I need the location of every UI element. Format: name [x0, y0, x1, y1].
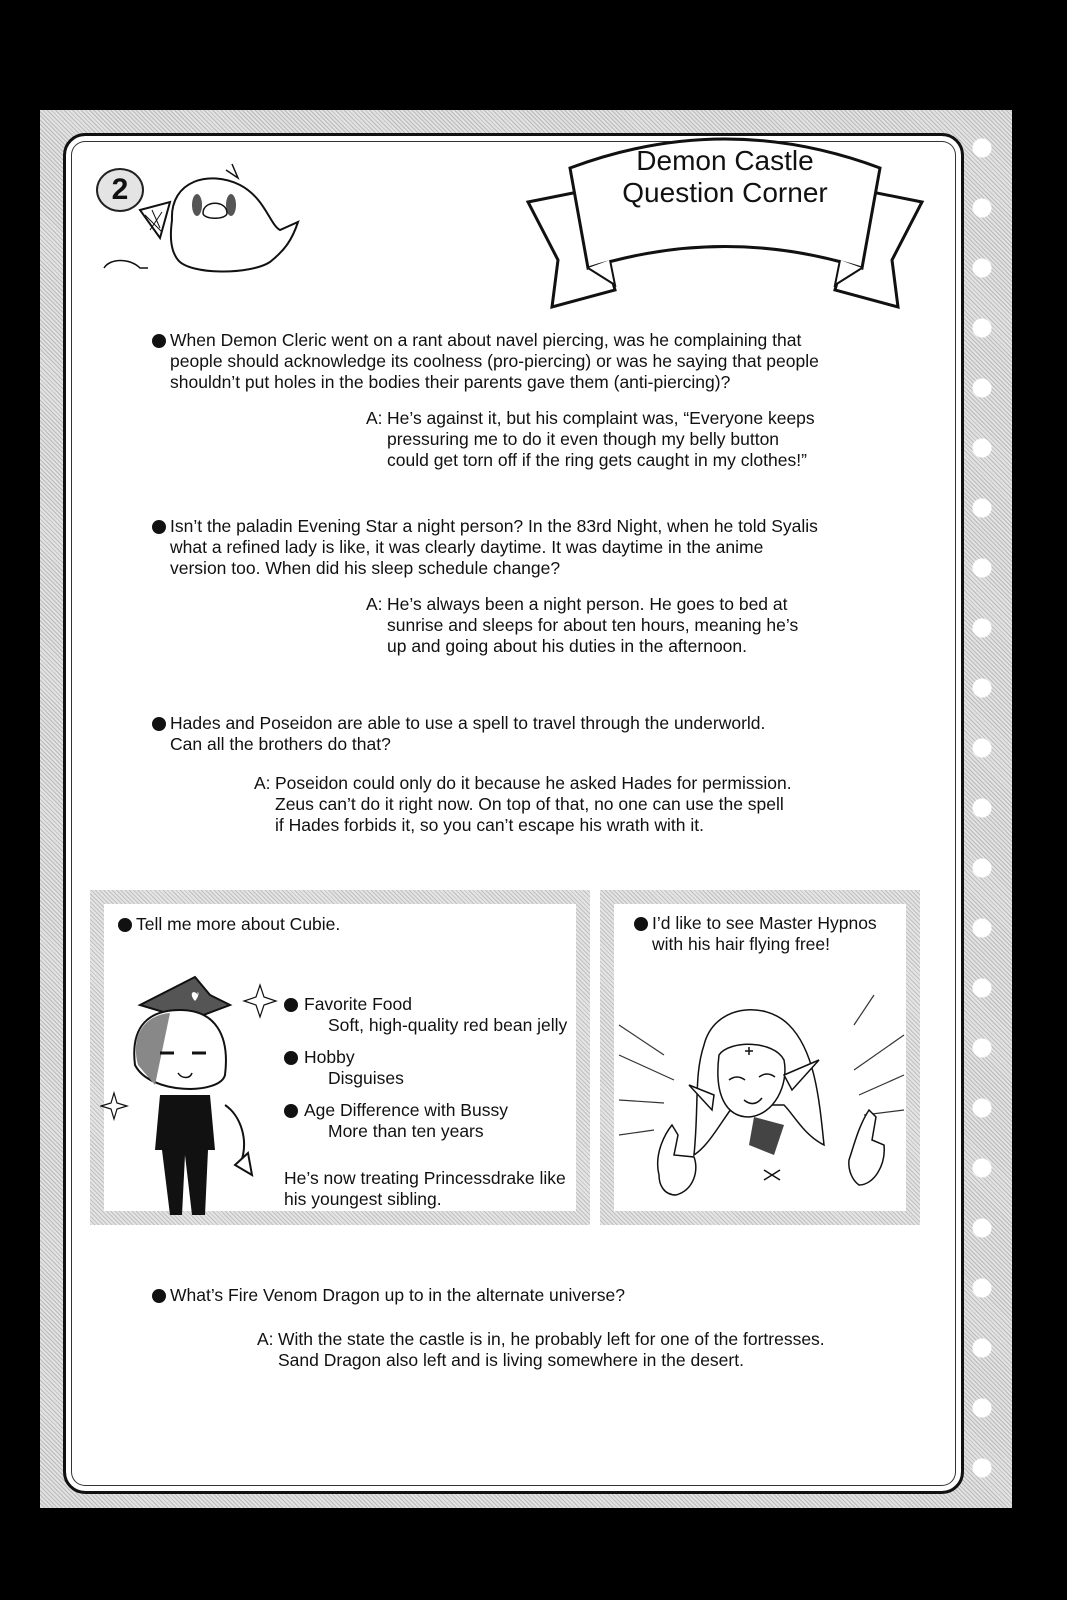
profile-item-age-difference: Age Difference with Bussy More than ten years [284, 1100, 567, 1142]
profile-item-favorite-food: Favorite Food Soft, high-quality red bean jelly [284, 994, 567, 1036]
page-title: Demon Castle Question Corner [622, 145, 828, 208]
qa-item [152, 516, 818, 579]
question: I’d like to see Master Hypnos with his hair flying free! [634, 913, 877, 955]
question: Isn’t the paladin Evening Star a night person? In the 83rd Night, when he told Syalis what a refined lady is like, it was clearly daytime. It was daytime in the anime version too. When did his sleep schedule change? [152, 516, 818, 579]
mascot-blob-icon [100, 150, 300, 290]
qa-item [152, 713, 765, 755]
title-ribbon-banner [510, 110, 940, 320]
answer-label: A: [366, 408, 383, 428]
question: When Demon Cleric went on a rant about navel piercing, was he complaining that people should acknowledge its coolness (pro-piercing) or was he saying that people shouldn’t put holes in the bodies their parents gave them (anti-piercing)? [152, 330, 819, 393]
hypnos-thumbs-up-illustration [614, 985, 906, 1210]
answer: A: With the state the castle is in, he probably left for one of the fortresses. Sand Dragon also left and is living somewhere in the desert. [257, 1329, 825, 1370]
answer: A: He’s against it, but his complaint was, “Everyone keeps pressuring me to do it even though my belly button could get torn off if the ring gets caught in my clothes!” [366, 408, 815, 470]
cubie-profile-list [284, 994, 567, 1153]
question: Tell me more about Cubie. [118, 914, 340, 935]
answer: A: He’s always been a night person. He goes to bed at sunrise and sleeps for about ten hours, meaning he’s up and going about his duties in the afternoon. [366, 594, 799, 656]
qa-item [152, 330, 819, 393]
qa-item [152, 1285, 625, 1306]
answer-label: A: [366, 594, 383, 614]
answer-label: A: [257, 1329, 274, 1349]
cubie-note: He’s now treating Princessdrake like his youngest sibling. [284, 1168, 566, 1209]
question: What’s Fire Venom Dragon up to in the alternate universe? [152, 1285, 625, 1306]
profile-item-hobby: Hobby Disguises [284, 1047, 567, 1089]
answer: A: Poseidon could only do it because he asked Hades for permission. Zeus can’t do it right now. On top of that, no one can use the spell if Hades forbids it, so you can’t escape his wrath with it. [254, 773, 792, 835]
page-number: 2 [111, 173, 129, 206]
question: Hades and Poseidon are able to use a spell to travel through the underworld. Can all the brothers do that? [152, 713, 765, 755]
answer-label: A: [254, 773, 271, 793]
chibi-cubie-illustration [100, 965, 280, 1215]
